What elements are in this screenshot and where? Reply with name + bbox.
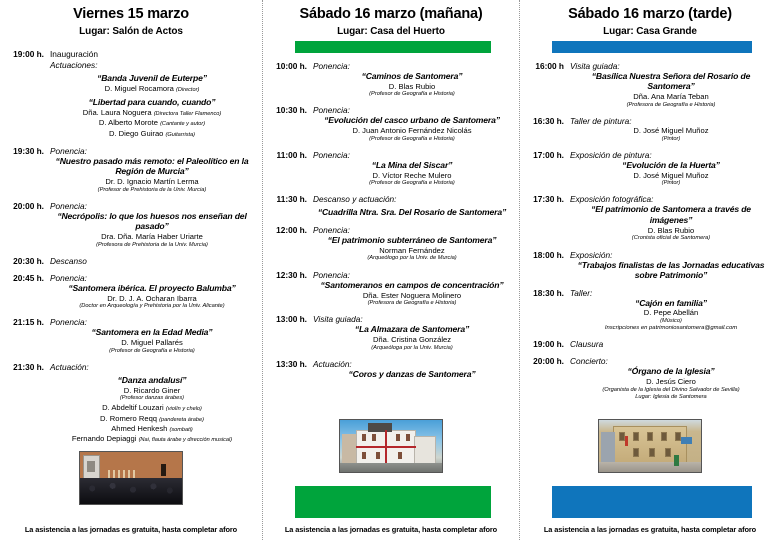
person-name: D. Miguel Rocamora	[104, 83, 174, 93]
entry-kind: Ponencia:	[313, 269, 350, 280]
entry-kind: Concierto:	[570, 356, 608, 367]
footer-bar-blue	[552, 486, 752, 518]
entry-kind: Ponencia:	[313, 224, 350, 235]
person-name: Ahmed Henkesh	[111, 423, 168, 433]
talk-title: “La Almazara de Santomera”	[354, 324, 470, 335]
person-name: D. Diego Guirao	[108, 128, 164, 138]
entry-body	[52, 283, 256, 311]
registration-line: Inscripciones en patrimoniosantomera@gmail.com	[604, 325, 738, 332]
schedule-entry	[526, 339, 774, 349]
person-name: D. Abdeltif Louzari	[102, 403, 164, 413]
person-line: D. Ricardo Giner	[123, 385, 181, 395]
schedule-friday	[6, 49, 256, 452]
entry-kind: Ponencia:	[50, 145, 87, 156]
entry-kind: Clausura	[570, 339, 604, 350]
entry-body	[315, 160, 513, 188]
person-line: D. Juan Antonio Fernández Nicolás	[352, 126, 472, 136]
person-name: Dña. Laura Noguera	[82, 107, 152, 117]
person-role: (Guitarrista)	[165, 131, 196, 138]
column-venue-friday: Lugar: Salón de Actos	[79, 25, 183, 37]
footer-bar-green	[295, 486, 491, 518]
entry-kind: Exposición de pintura:	[570, 149, 652, 160]
schedule-entry	[269, 150, 513, 188]
schedule-entry	[269, 314, 513, 352]
talk-title: “Nuestro pasado más remoto: el Paleolítico en la Región de Murcia”	[55, 155, 249, 177]
entry-body	[315, 204, 513, 217]
affiliation-line: (Profesor de Prehistoria de la Univ. Murcia)	[97, 186, 207, 193]
talk-title: “Libertad para cuando, cuando”	[88, 96, 216, 107]
entry-body	[315, 115, 513, 143]
person-line: D. Miguel Pallarés	[121, 338, 183, 348]
person-line: D. Blas Rubio	[647, 225, 695, 235]
entry-body	[315, 235, 513, 263]
affiliation-line: (Arqueólogo por la Univ. de Murcia)	[367, 255, 457, 262]
entry-time: 10:30 h.	[276, 105, 307, 116]
entry-body	[572, 366, 774, 401]
talk-title: “El patrimonio de Santomera a través de imágenes”	[591, 204, 751, 225]
entry-time: 20:30 h.	[13, 255, 44, 266]
entry-time: 18:00 h.	[533, 249, 564, 260]
entry-time: 12:00 h.	[276, 224, 307, 235]
column-venue-saturday-afternoon: Lugar: Casa Grande	[603, 25, 697, 37]
schedule-entry	[269, 270, 513, 308]
person-line	[52, 108, 252, 118]
schedule-entry	[269, 359, 513, 379]
schedule-entry	[269, 194, 513, 217]
affiliation-line: (Arqueóloga por la Univ. Murcia)	[371, 344, 453, 351]
affiliation-line: (Cronista oficial de Santomera)	[631, 235, 711, 242]
entry-kind: Actuación:	[313, 358, 352, 369]
schedule-entry	[269, 61, 513, 99]
entry-kind: Taller de pintura:	[570, 115, 632, 126]
entry-body	[315, 280, 513, 308]
entry-time: 21:30 h.	[13, 361, 44, 372]
talk-title: “Santomera ibérica. El proyecto Balumba”	[68, 282, 236, 293]
person-line: D. José Miguel Muñoz	[633, 126, 709, 136]
entry-time: 20:00 h.	[13, 200, 44, 211]
entry-body	[572, 260, 774, 281]
entry-time: 11:30 h.	[276, 194, 307, 205]
photo-section-friday	[6, 451, 256, 510]
person-role: (Directora Taller Flamenco)	[153, 110, 222, 117]
talk-title: “Evolución de la Huerta”	[622, 159, 720, 170]
entry-time: 20:45 h.	[13, 272, 44, 283]
schedule-entry	[6, 317, 256, 355]
column-title-saturday-morning: Sábado 16 marzo (mañana)	[299, 6, 483, 22]
schedule-entry	[6, 201, 256, 249]
entry-kind: Ponencia:	[50, 272, 87, 283]
talk-title: “Danza andalusí”	[117, 374, 187, 385]
person-line	[52, 403, 252, 413]
talk-title: “Evolución del casco urbano de Santomera”	[324, 115, 500, 126]
affiliation-line: (Profesora de Geografía e Historia)	[367, 300, 457, 306]
affiliation-line: (Pintor)	[661, 135, 681, 142]
affiliation-line: (Profesor danzas árabes)	[119, 395, 185, 402]
entry-kind: Taller:	[570, 287, 593, 298]
person-line: D. Pepe Abellán	[643, 308, 699, 318]
entry-body	[572, 204, 774, 242]
person-line	[52, 414, 252, 424]
person-line	[52, 129, 252, 139]
entry-body	[572, 298, 774, 333]
person-line	[52, 424, 252, 434]
schedule-entry	[6, 146, 256, 194]
person-line: Norman Fernández	[379, 245, 445, 255]
schedule-entry	[6, 49, 256, 139]
talk-title: “Santomeranos en campos de concentración”	[320, 279, 504, 290]
photo-section-saturday-afternoon	[526, 419, 774, 478]
talk-title: “Trabajos finalistas de las Jornadas educativas sobre Patrimonio”	[577, 259, 765, 281]
venue-line: Lugar: Iglesia de Santomera	[635, 394, 707, 401]
entry-body	[52, 70, 256, 139]
person-name: D. Romero Reqq	[100, 413, 158, 423]
schedule-entry	[526, 194, 774, 242]
affiliation-line: (Profesor de Geografía e Historia)	[369, 135, 455, 142]
column-saturday-morning	[262, 0, 520, 540]
entry-time: 16:00 h	[535, 60, 564, 71]
entry-kind: Exposición:	[570, 249, 613, 260]
schedule-entry	[526, 61, 774, 109]
person-role: (sombati)	[169, 426, 193, 433]
talk-title: “Órgano de la Iglesia”	[627, 366, 715, 377]
schedule-saturday-afternoon	[526, 61, 774, 409]
footer-note: La asistencia a las jornadas es gratuita, hasta completar aforo	[543, 525, 757, 534]
person-line: D. José Miguel Muñoz	[633, 170, 709, 180]
schedule-entry	[6, 362, 256, 445]
affiliation-line: (Profesora de Geografía e Historia)	[626, 101, 716, 108]
entry-time: 16:30 h.	[533, 115, 564, 126]
schedule-saturday-morning	[269, 61, 513, 387]
photo-section-saturday-morning	[269, 419, 513, 478]
entry-time: 11:00 h.	[276, 149, 307, 160]
footer-note: La asistencia a las jornadas es gratuita, hasta completar aforo	[24, 525, 238, 535]
entry-body	[52, 156, 256, 194]
column-friday	[0, 0, 262, 540]
column-title-friday: Viernes 15 marzo	[73, 6, 189, 22]
person-line: D. Jesús Ciero	[646, 377, 696, 387]
entry-kind: Ponencia:	[50, 317, 87, 328]
talk-title: “Necrópolis: lo que los huesos nos enseñan del pasado”	[57, 210, 247, 232]
accent-bar-green	[295, 41, 491, 53]
entry-time: 10:00 h.	[276, 60, 307, 71]
schedule-entry	[269, 105, 513, 143]
person-name: Fernando Depiaggi	[71, 434, 137, 444]
schedule-entry	[526, 356, 774, 401]
schedule-entry	[526, 150, 774, 188]
schedule-entry	[6, 273, 256, 311]
entry-time: 21:15 h.	[13, 317, 44, 328]
entry-time: 18:30 h.	[533, 287, 564, 298]
schedule-entry	[6, 256, 256, 266]
entry-time: 13:30 h.	[276, 358, 307, 369]
affiliation-line: (Pintor)	[661, 180, 681, 187]
entry-body	[572, 126, 774, 143]
schedule-entry	[269, 225, 513, 263]
entry-body	[572, 71, 774, 109]
person-line: Dr. D. J. A. Ocharan Ibarra	[107, 293, 197, 303]
entry-kind: Inauguración	[50, 48, 98, 59]
entry-kind: Ponencia:	[313, 60, 350, 71]
person-line	[52, 118, 252, 128]
entry-subkind: Actuaciones:	[50, 59, 98, 70]
schedule-entry	[526, 288, 774, 333]
auditorium-photo	[79, 451, 183, 505]
person-line: Dr. D. Ignacio Martín Lerma	[105, 177, 199, 187]
entry-kind: Ponencia:	[50, 200, 87, 211]
entry-kind: Exposición fotográfica:	[570, 194, 654, 205]
casa-del-huerto-photo	[339, 419, 443, 473]
talk-title: “Caminos de Santomera”	[361, 70, 463, 81]
entry-time: 19:00 h.	[533, 339, 564, 350]
person-role: (pandereta árabe)	[159, 416, 204, 423]
talk-title: “Cuadrilla Ntra. Sra. Del Rosario de Santomera”	[317, 207, 507, 218]
person-role: (Nai, flauta árabe y dirección musical)	[138, 437, 233, 444]
person-role: (violín y chelo)	[165, 406, 202, 413]
entry-time: 20:00 h.	[533, 356, 564, 367]
person-line: Dña. Ester Noguera Molinero	[362, 290, 462, 300]
affiliation-line: (Profesor de Geografía e Historia)	[109, 347, 195, 354]
person-role: (Cantante y autor)	[160, 121, 206, 128]
entry-kind: Ponencia:	[313, 149, 350, 160]
entry-time: 19:00 h.	[13, 48, 44, 59]
accent-bar-blue	[552, 41, 752, 53]
entry-body	[315, 369, 513, 379]
entry-time: 13:00 h.	[276, 314, 307, 325]
person-role: (Director)	[176, 86, 200, 93]
entry-time: 17:00 h.	[533, 149, 564, 160]
person-line	[52, 84, 252, 94]
schedule-entry	[526, 250, 774, 281]
entry-kind: Descanso	[50, 255, 87, 266]
affiliation-line: (Doctor en Arqueología y Prehistoria por la Univ. Alicante)	[79, 303, 225, 310]
affiliation-line: (Organista de la Iglesia del Divino Salvador de Sevilla)	[602, 386, 740, 393]
affiliation-line: (Profesor de Geografía e Historia)	[369, 180, 455, 187]
footer-note: La asistencia a las jornadas es gratuita, hasta completar aforo	[284, 525, 498, 534]
entry-body	[52, 327, 256, 355]
talk-title: “Basílica Nuestra Señora del Rosario de Santomera”	[591, 70, 751, 92]
column-venue-saturday-morning: Lugar: Casa del Huerto	[337, 25, 445, 37]
entry-time: 17:30 h.	[533, 194, 564, 205]
person-line: D. Víctor Reche Mulero	[372, 170, 452, 180]
entry-kind: Visita guiada:	[313, 314, 363, 325]
affiliation-line: (Profesor de Geografía e Historia)	[369, 91, 455, 98]
talk-title: “El patrimonio subterráneo de Santomera”	[327, 234, 497, 245]
talk-title: “Coros y danzas de Santomera”	[348, 368, 476, 379]
affiliation-line: (Profesora de Prehistoria de la Univ. Murcia)	[96, 241, 208, 248]
talk-title: “Santomera en la Edad Media”	[91, 327, 213, 338]
column-title-saturday-afternoon: Sábado 16 marzo (tarde)	[568, 6, 732, 22]
person-line: Dña. Cristina González	[372, 335, 452, 345]
entry-time: 12:30 h.	[276, 269, 307, 280]
entry-body	[315, 324, 513, 352]
talk-title: “Cajón en familia”	[635, 297, 707, 308]
entry-body	[52, 372, 256, 445]
person-line: D. Blas Rubio	[388, 81, 436, 91]
person-line: Dra. Dña. María Haber Uriarte	[101, 232, 203, 242]
talk-title: “Banda Juvenil de Euterpe”	[97, 72, 207, 83]
entry-kind: Visita guiada:	[570, 60, 620, 71]
entry-time: 19:30 h.	[13, 145, 44, 156]
entry-body	[52, 211, 256, 249]
column-saturday-afternoon	[520, 0, 780, 540]
entry-kind: Ponencia:	[313, 105, 350, 116]
entry-body	[572, 160, 774, 188]
casa-grande-photo	[598, 419, 702, 473]
entry-kind: Descanso y actuación:	[313, 194, 397, 205]
person-line: Dña. Ana María Teban	[633, 92, 709, 102]
person-name: D. Alberto Morote	[98, 118, 158, 128]
person-line	[52, 434, 252, 444]
schedule-entry	[526, 116, 774, 143]
entry-body	[315, 71, 513, 99]
affiliation-line: (Músico)	[660, 317, 682, 324]
talk-title: “La Mina del Siscar”	[371, 159, 453, 170]
entry-kind: Actuación:	[50, 361, 89, 372]
